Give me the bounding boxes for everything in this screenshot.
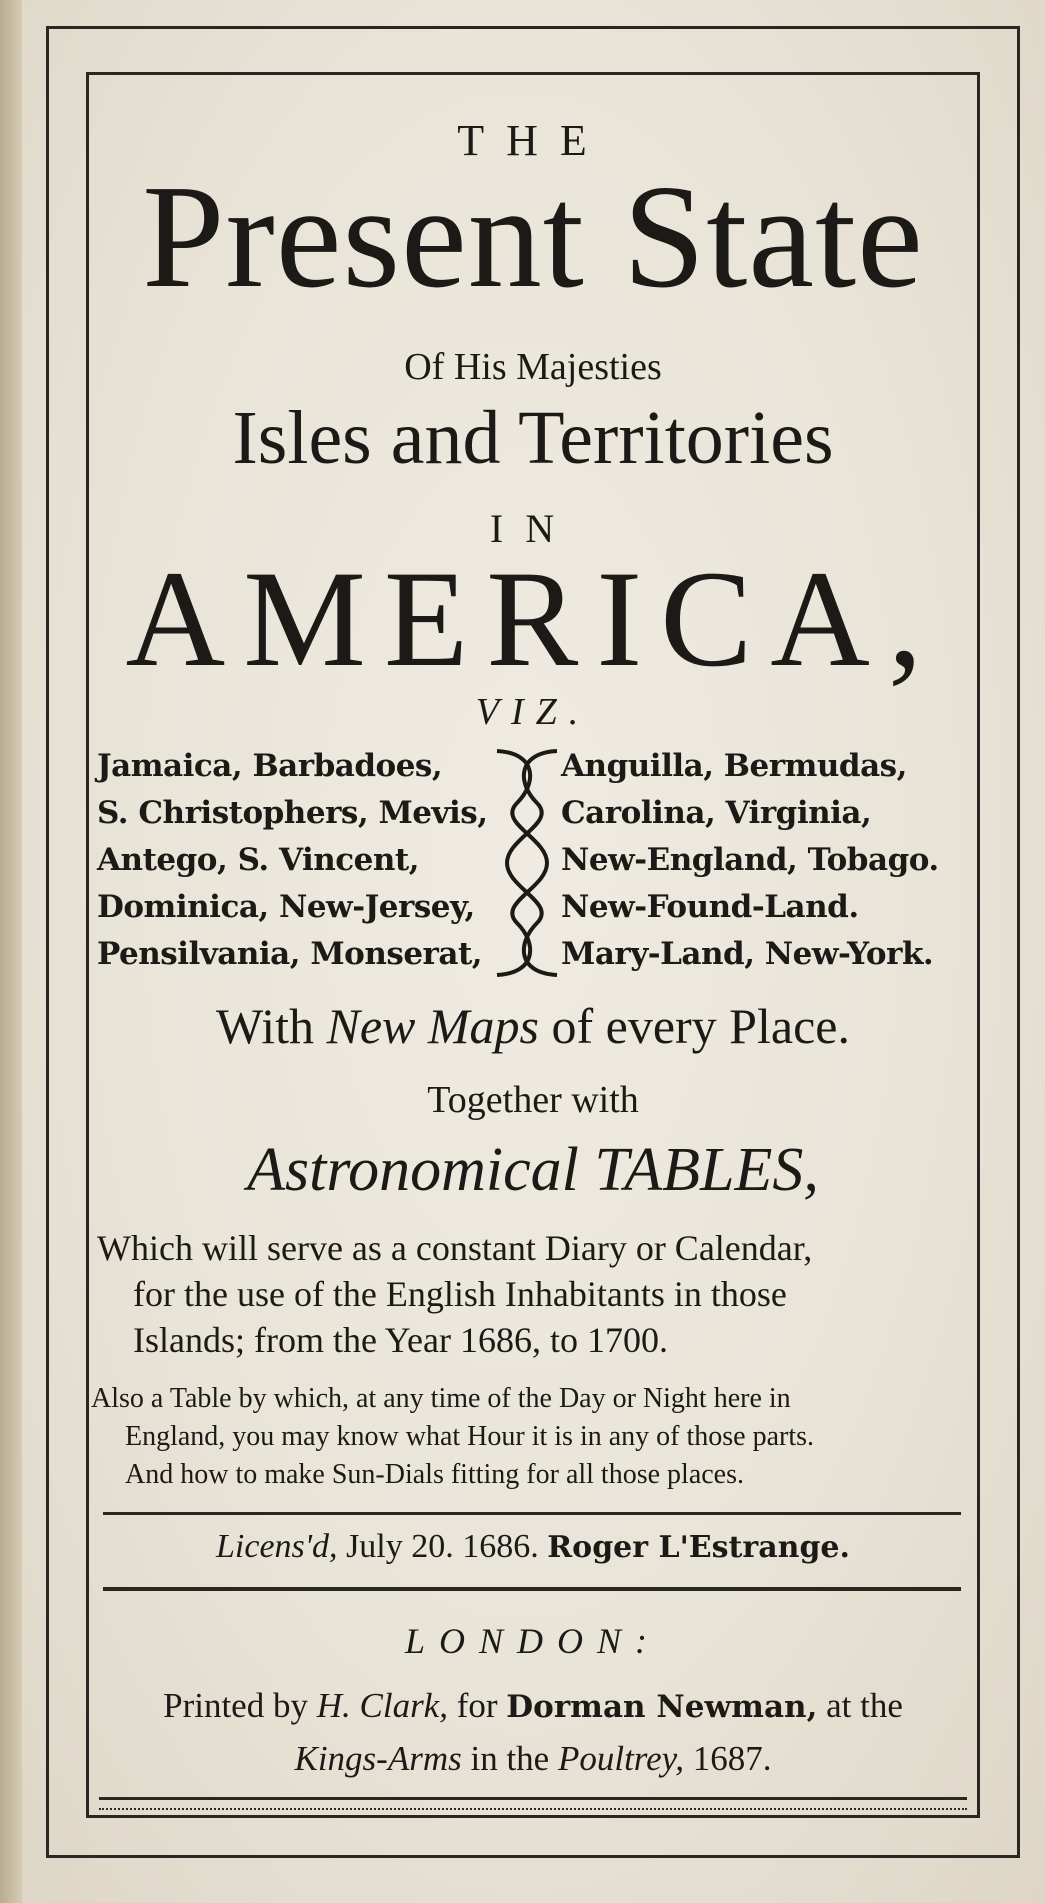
- title-page-content: [89, 75, 977, 1815]
- main-title: Present State: [142, 155, 924, 319]
- new-maps-line: [89, 997, 977, 1055]
- imprint-year: 1687.: [684, 1739, 772, 1778]
- places-right-column: [561, 743, 939, 978]
- place-line: Jamaica, Barbadoes,: [97, 748, 443, 784]
- subtitle-majesties: Of His Majesties: [404, 346, 662, 388]
- together-with-line: Together with: [427, 1079, 639, 1121]
- diary-line: Islands; from the Year 1686, to 1700.: [133, 1320, 668, 1360]
- place-line: Mary-Land, New-York.: [561, 936, 934, 972]
- imprint-text: Printed by: [163, 1686, 317, 1725]
- also-paragraph: [91, 1380, 971, 1494]
- license-date: July 20. 1686.: [337, 1528, 548, 1565]
- place-line: Carolina, Virginia,: [561, 795, 872, 831]
- imprint-text: at the: [817, 1686, 903, 1725]
- diary-line: for the use of the English Inhabitants in those: [133, 1274, 787, 1314]
- licenser-name: Roger L'Estrange.: [547, 1530, 850, 1565]
- publisher-name: Dorman Newman,: [506, 1689, 818, 1725]
- license-line: [89, 1528, 977, 1566]
- street-name: Poultrey,: [557, 1739, 685, 1778]
- diary-line: Which will serve as a constant Diary or Calendar,: [97, 1228, 813, 1268]
- book-spine-edge: [0, 0, 22, 1903]
- imprint: [89, 1680, 977, 1785]
- places-left-column: [97, 743, 488, 978]
- new-maps-post: of every Place.: [539, 998, 850, 1054]
- london-heading: LONDON:: [404, 1621, 662, 1661]
- title-article: THE: [457, 116, 609, 165]
- imprint-line-2: [89, 1733, 977, 1785]
- place-line: S. Christophers, Mevis,: [97, 795, 488, 831]
- bottom-ornament-band: [99, 1797, 967, 1810]
- places-list: [89, 743, 977, 1033]
- place-line: Antego, S. Vincent,: [97, 842, 420, 878]
- america-heading: AMERICA,: [125, 542, 941, 695]
- place-line: Dominica, New-Jersey,: [97, 889, 475, 925]
- place-line: New-England, Tobago.: [561, 842, 939, 878]
- shop-sign: Kings-Arms: [294, 1739, 462, 1778]
- subtitle-isles-territories: Isles and Territories: [232, 396, 834, 480]
- place-line: Pensilvania, Monserat,: [97, 936, 483, 972]
- new-maps-pre: With: [216, 998, 327, 1054]
- diary-paragraph: [97, 1225, 967, 1363]
- imprint-text: in the: [461, 1739, 558, 1778]
- imprint-text: for: [447, 1686, 507, 1725]
- horizontal-rule: [103, 1512, 961, 1515]
- horizontal-rule: [103, 1587, 961, 1591]
- new-maps-italic: New Maps: [326, 998, 539, 1054]
- ornamental-brace: [487, 743, 567, 983]
- viz-label: VIZ.: [475, 691, 591, 733]
- also-line: England, you may know what Hour it is in any of those parts.: [125, 1421, 815, 1452]
- subtitle-in: IN: [489, 506, 577, 551]
- license-label: Licens'd,: [216, 1528, 338, 1565]
- place-line: New-Found-Land.: [561, 889, 859, 925]
- also-line: And how to make Sun-Dials fitting for all those places.: [125, 1459, 744, 1490]
- place-line: Anguilla, Bermudas,: [561, 748, 907, 784]
- printer-name: H. Clark,: [316, 1686, 448, 1725]
- also-line: Also a Table by which, at any time of the Day or Night here in: [91, 1383, 791, 1414]
- imprint-line-1: [89, 1680, 977, 1733]
- astronomical-tables-heading: Astronomical TABLES,: [247, 1136, 819, 1204]
